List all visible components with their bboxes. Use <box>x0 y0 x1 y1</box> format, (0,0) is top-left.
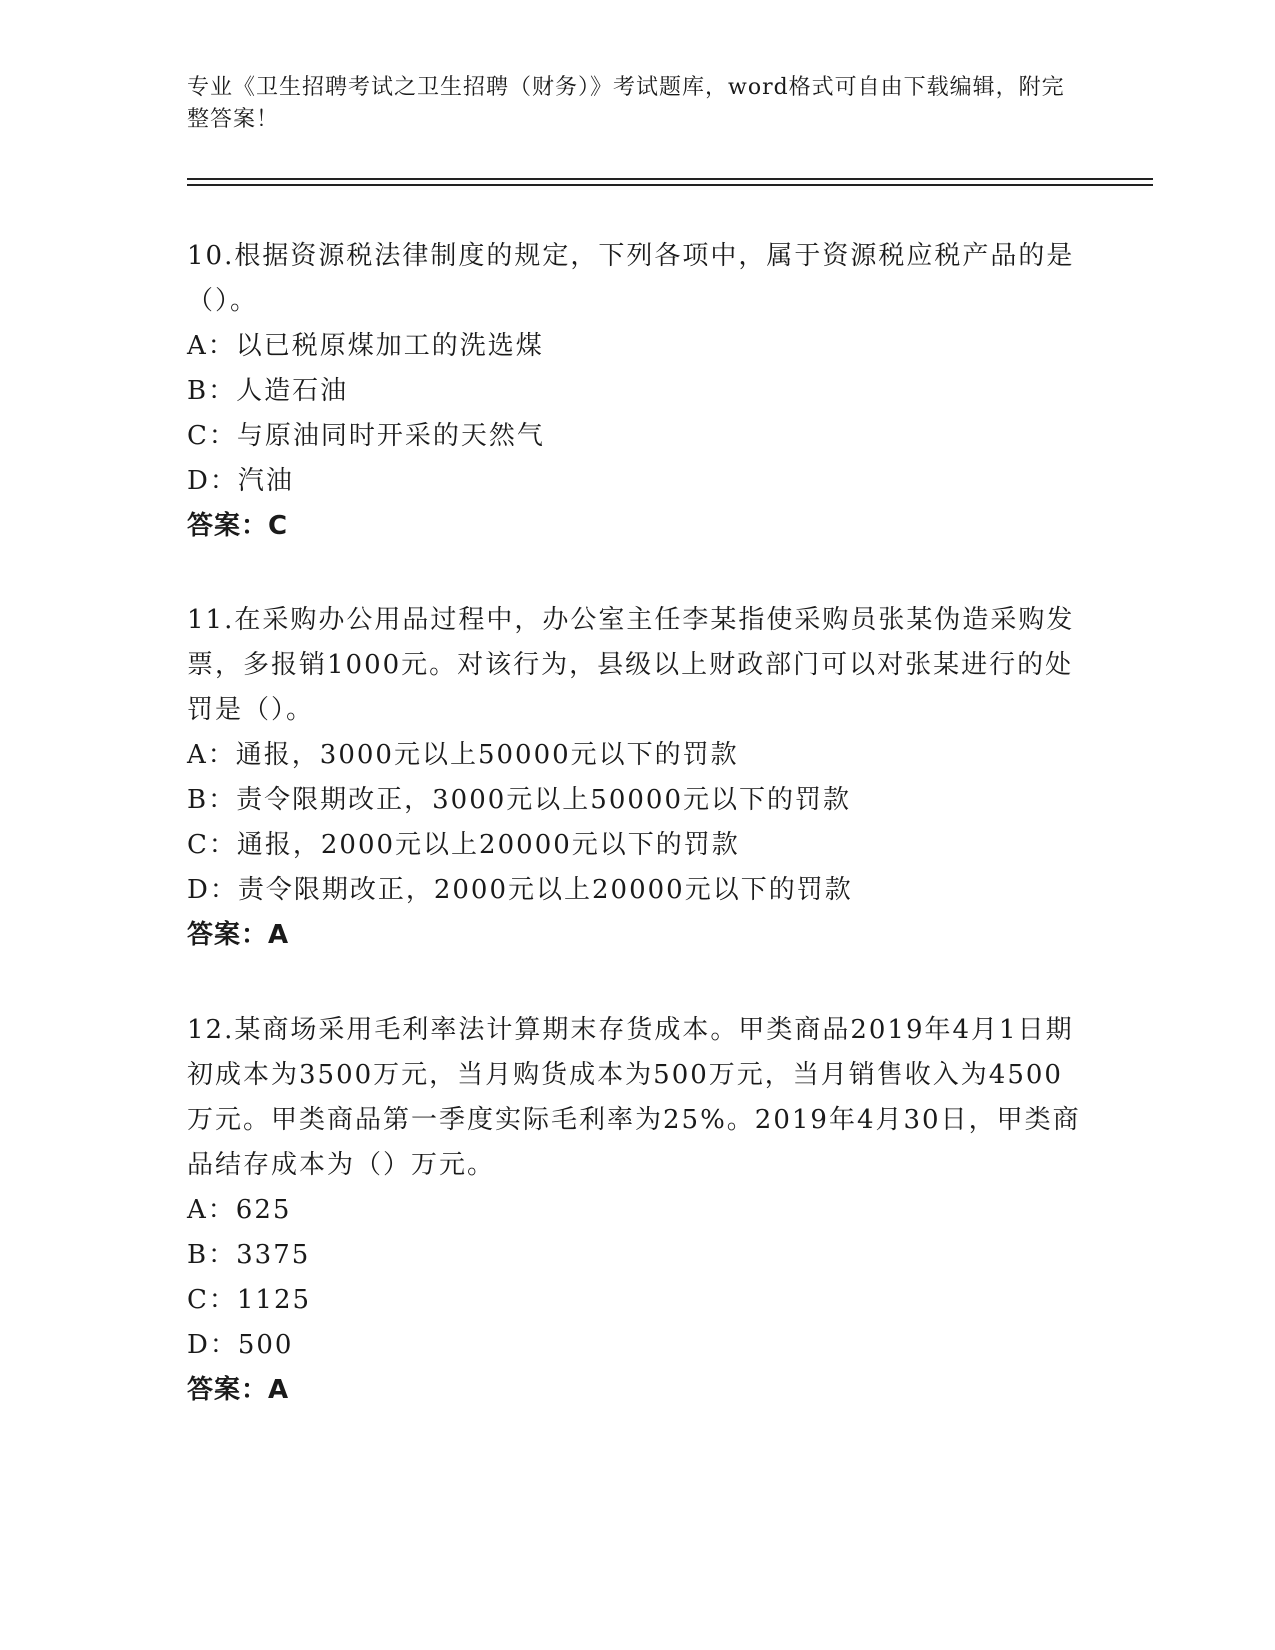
option-d: D：500 <box>187 1330 294 1360</box>
document-header: 专业《卫生招聘考试之卫生招聘（财务）》考试题库，word格式可自由下载编辑，附完整答案！ <box>187 75 1065 132</box>
option-c: C：1125 <box>187 1285 312 1315</box>
answer: 答案：A <box>187 1375 290 1405</box>
option-a: A：通报，3000元以上50000元以下的罚款 <box>187 740 739 770</box>
question-stem: 12.某商场采用毛利率法计算期末存货成本。甲类商品2019年4月1日期初成本为3500万元，当月购货成本为500万元，当月销售收入为4500万元。甲类商品第一季度实际毛利率为25%。2019年4月30日，甲类商品结存成本为（）万元。 <box>187 1015 1081 1180</box>
answer: 答案：C <box>187 511 289 541</box>
option-d: D：责令限期改正，2000元以上20000元以下的罚款 <box>187 875 853 905</box>
answer: 答案：A <box>187 920 290 950</box>
question-12 <box>187 1008 1087 1413</box>
option-a: A：以已税原煤加工的洗选煤 <box>187 331 544 361</box>
question-stem: 11.在采购办公用品过程中，办公室主任李某指使采购员张某伪造采购发票，多报销1000元。对该行为，县级以上财政部门可以对张某进行的处罚是（）。 <box>187 605 1075 725</box>
option-d: D：汽油 <box>187 466 294 496</box>
option-b: B：3375 <box>187 1240 311 1270</box>
header-divider-bottom <box>187 184 1153 186</box>
header-divider-top <box>187 178 1153 180</box>
option-b: B：责令限期改正，3000元以上50000元以下的罚款 <box>187 785 851 815</box>
option-b: B：人造石油 <box>187 376 349 406</box>
option-c: C：与原油同时开采的天然气 <box>187 421 545 451</box>
question-10 <box>187 234 1087 549</box>
question-stem: 10.根据资源税法律制度的规定，下列各项中，属于资源税应税产品的是（）。 <box>187 241 1075 316</box>
question-11 <box>187 598 1087 958</box>
option-c: C：通报，2000元以上20000元以下的罚款 <box>187 830 740 860</box>
option-a: A：625 <box>187 1195 292 1225</box>
